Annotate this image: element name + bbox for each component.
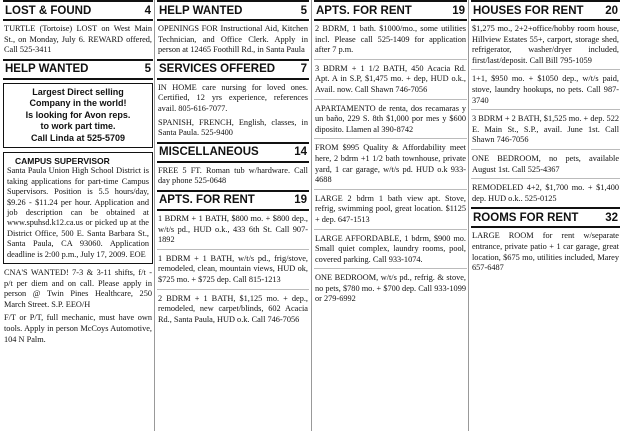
- ad-separator: [471, 178, 620, 179]
- campus-supervisor-ad-box: [3, 152, 153, 264]
- section-header-houses-for-rent: [471, 0, 620, 21]
- section-number: 4: [144, 4, 151, 17]
- column-2: [157, 0, 309, 431]
- ad-separator: [314, 99, 467, 100]
- section-title: ROOMS FOR RENT: [473, 211, 579, 224]
- section-header-lost-found: [3, 0, 153, 21]
- classified-ad: LARGE ROOM for rent w/separate entrance, private patio + 1 car garage, great location, $675 mo, utilities included, Marey 657-6487: [472, 231, 619, 273]
- avon-line: Call Linda at 525-5709: [30, 132, 126, 143]
- column-4: [471, 0, 620, 431]
- section-header-services-offered: [157, 59, 309, 80]
- section-number: 7: [300, 63, 307, 76]
- section-header-rooms-for-rent: [471, 207, 620, 228]
- ad-separator: [314, 59, 467, 60]
- classified-ad: 3 BDRM + 2 BATH, $1,525 mo. + dep. 522 E. Main St., S.P., avail. June 1st. Call Shawn 746-7056: [472, 114, 619, 145]
- classified-ad: SPANISH, FRENCH, English, classes, in Santa Paula. 525-9400: [158, 117, 308, 138]
- section-title: APTS. FOR RENT: [316, 4, 412, 17]
- avon-line: Largest Direct selling: [32, 86, 124, 97]
- classified-ad: 1+1, $950 mo. + $1050 dep., w/t/s paid, stove, laundry hookups, no pets. Call 987-3740: [472, 74, 619, 105]
- section-title: LOST & FOUND: [5, 4, 92, 17]
- section-number: 14: [294, 146, 307, 159]
- section-number: 19: [452, 4, 465, 17]
- classified-ad: F/T or P/T, full mechanic, must have own tools. Apply in person McCoys Automotive, 104 N Palm.: [4, 313, 152, 344]
- section-number: 19: [294, 194, 307, 207]
- ad-separator: [314, 268, 467, 269]
- ad-separator: [471, 149, 620, 150]
- campus-supervisor-title: CAMPUS SUPERVISOR: [15, 156, 110, 167]
- classified-ad: APARTAMENTO de renta, dos recamaras y un baño, 229 S. 8th $1,000 por mes y $600 diposito. Llamen al 390-8742: [315, 103, 466, 134]
- ad-separator: [314, 189, 467, 190]
- classified-ad: $1,275 mo., 2+2+office/hobby room house, Hillview Estates 55+, carport, storage shed, refrigerator, washer/dryer included, first/last/deposit. Call Bill 795-1059: [472, 24, 619, 65]
- ad-separator: [157, 249, 309, 250]
- section-header-help-wanted: [157, 0, 309, 21]
- avon-line: to work part time.: [40, 121, 116, 132]
- ad-separator: [471, 69, 620, 70]
- classified-ad: ONE BEDROOM, no pets, available August 1st. Call 525-4367: [472, 153, 619, 174]
- classified-ad: LARGE 2 bdrm 1 bath view apt. Stove, refrig, swimming pool, great location. $1125 + dep. 647-1513: [315, 193, 466, 224]
- column-divider: [154, 0, 155, 431]
- section-title: APTS. FOR RENT: [159, 194, 255, 207]
- section-header-help-wanted: [3, 59, 153, 80]
- ad-separator: [314, 229, 467, 230]
- ad-separator: [157, 289, 309, 290]
- section-number: 5: [144, 63, 151, 76]
- column-1: [3, 0, 153, 431]
- column-divider: [468, 0, 469, 431]
- classified-ad: TURTLE (Tortoise) LOST on West Main St., on Monday, July 6. REWARD offered, Call 525-3411: [4, 24, 152, 55]
- section-header-miscellaneous: [157, 142, 309, 163]
- classified-ad: LARGE AFFORDABLE, 1 bdrm, $900 mo. Small quiet complex, laundry rooms, pool, covered parking. Call 933-1074.: [315, 233, 466, 264]
- section-header-apts-for-rent: [157, 190, 309, 211]
- section-title: HOUSES FOR RENT: [473, 4, 584, 17]
- campus-supervisor-body: Santa Paula Union High School District is taking applications for part-time Campus Supervisors. Position is 5.5 hours/day, $9.26 - $11.24 per hour. Application and job description can be obtained at www.spuhsd.k12.ca.us or picked up at the District Office, 500 E. Santa Barbara St., Santa Paula, CA 93060. Application deadline is 2:00 p.m., July 17, 2009. EOE: [7, 166, 149, 259]
- classified-ad: IN HOME care nursing for loved ones. Certified, 12 yrs experience, references avail. 805-616-7077.: [158, 82, 308, 113]
- classified-ad: ONE BEDROOM, w/t/s pd., refrig. & stove, no pets, $780 mo. + $700 dep. Call 933-1099 or 279-6992: [315, 273, 466, 304]
- classified-ad: 2 BDRM, 1 bath. $1000/mo., some utilities incl. Please call 525-1409 for application after 7 p.m.: [315, 24, 466, 55]
- section-number: 32: [605, 211, 618, 224]
- column-divider: [311, 0, 312, 431]
- classified-ad: FREE 5 FT. Roman tub w/hardware. Call day phone 525-0648: [158, 165, 308, 186]
- classified-ad: 1 BDRM + 1 BATH, $800 mo. + $800 dep., w/t/s pd., HUD o.k., 433 6th St. Call 907-1892: [158, 213, 308, 245]
- section-title: HELP WANTED: [5, 63, 89, 76]
- classified-ad: OPENINGS FOR Instructional Aid, Kitchen Technician, and Office Clerk. Apply in person at 12465 Foothill Rd., in Santa Paula: [158, 24, 308, 55]
- classified-ad: FROM $995 Quality & Affordability meet here, 2 bdrm +1 1/2 bath townhouse, private yard, 1 car garage, w/t/s pd. HUD o.k 933-4688: [315, 143, 466, 185]
- section-title: HELP WANTED: [159, 4, 243, 17]
- classified-ad: CNA'S WANTED! 7-3 & 3-11 shifts, f/t - p/t per diem and on call. Please apply in person @ Twin Pines Healthcare, 250 March Street. S.P. EEO/H: [4, 267, 152, 309]
- section-header-apts-for-rent: [314, 0, 467, 21]
- classified-ad: 2 BDRM + 1 BATH, $1,125 mo. + dep., remodeled, new carpet/blinds, 602 Acacia Rd., Santa Paula, HUD o.k. Call 746-7056: [158, 293, 308, 324]
- classified-ad: 3 BDRM + 1 1/2 BATH, 450 Acacia Rd. Apt. A in S.P, $1,475 mo. + dep, HUD o.k., Avail. now. Call Shawn 746-7056: [315, 63, 466, 94]
- section-number: 20: [605, 4, 618, 17]
- avon-line: Company in the world!: [29, 98, 127, 109]
- avon-ad-box: [3, 83, 153, 149]
- classified-ad: 1 BDRM + 1 BATH, w/t/s pd., frig/stove, remodeled, clean, mountain views, HUD ok, $725 mo. + $725 dep. Call 815-1213: [158, 253, 308, 284]
- avon-line: Is looking for Avon reps.: [25, 109, 131, 120]
- classified-ad: REMODELED 4+2, $1,700 mo. + $1,400 dep. HUD o.k.. 525-0125: [472, 183, 619, 203]
- ad-separator: [314, 138, 467, 139]
- column-3: [314, 0, 467, 431]
- section-title: MISCELLANEOUS: [159, 146, 259, 159]
- ad-separator: [471, 109, 620, 110]
- section-title: SERVICES OFFERED: [159, 63, 276, 76]
- section-number: 5: [300, 4, 307, 17]
